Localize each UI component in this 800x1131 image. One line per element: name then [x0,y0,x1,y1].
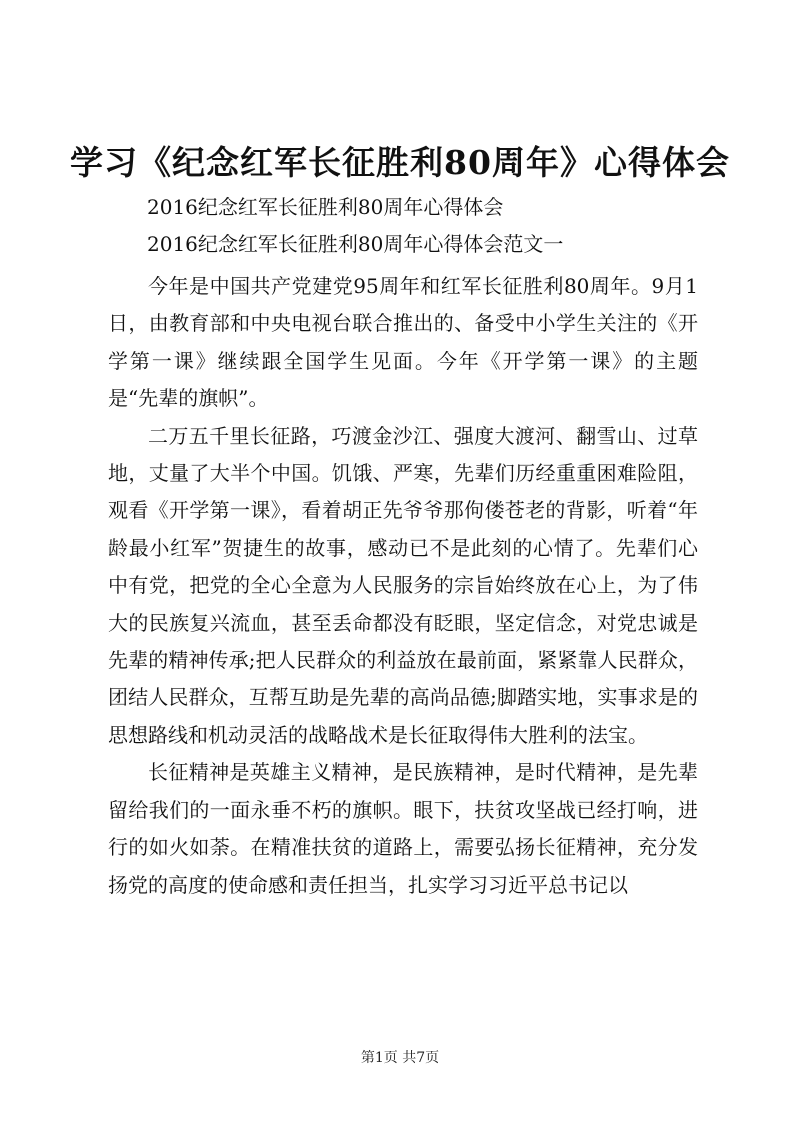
document-title: 学习《纪念红军长征胜利80周年》心得体会 [70,143,730,182]
paragraph-2: 二万五千里长征路，巧渡金沙江、强度大渡河、翻雪山、过草地，丈量了大半个中国。饥饿、严寒，先辈们历经重重困难险阻，观看《开学第一课》，看着胡正先爷爷那佝偻苍老的背影，听着“年龄最小红军”贺捷生的故事，感动已不是此刻的心情了。先辈们心中有党，把党的全心全意为人民服务的宗旨始终放在心上，为了伟大的民族复兴流血，甚至丢命都没有眨眼，坚定信念，对党忠诚是先辈的精神传承;把人民群众的利益放在最前面，紧紧靠人民群众，团结人民群众，互帮互助是先辈的高尚品德;脚踏实地，实事求是的思想路线和机动灵活的战略战术是长征取得伟大胜利的法宝。 [108,423,698,747]
subtitle-line-1: 2016纪念红军长征胜利80周年心得体会 [147,195,504,219]
document-body [108,268,698,904]
paragraph-3: 长征精神是英雄主义精神，是民族精神，是时代精神，是先辈留给我们的一面永垂不朽的旗帜。眼下，扶贫攻坚战已经打响，进行的如火如荼。在精准扶贫的道路上，需要弘扬长征精神，充分发扬党的高度的使命感和责任担当，扎实学习习近平总书记以 [108,760,698,897]
page-number-footer: 第1页 共7页 [360,1050,440,1066]
subtitle-line-2: 2016纪念红军长征胜利80周年心得体会范文一 [147,232,564,256]
paragraph-1: 今年是中国共产党建党95周年和红军长征胜利80周年。9月1日，由教育部和中央电视台联合推出的、备受中小学生关注的《开学第一课》继续跟全国学生见面。今年《开学第一课》的主题是“先辈的旗帜”。 [108,274,698,411]
